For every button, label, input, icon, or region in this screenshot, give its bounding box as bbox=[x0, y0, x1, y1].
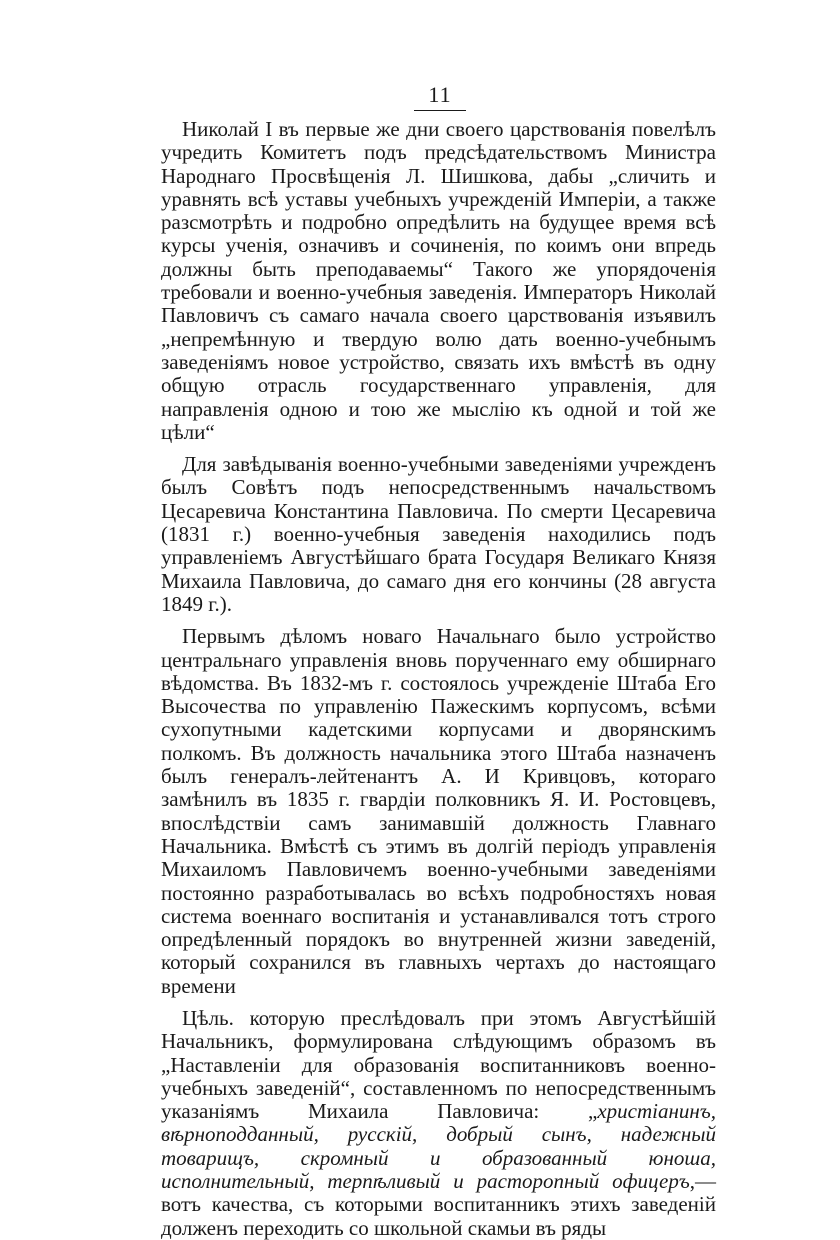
paragraph-4-lead: Цѣль. которую преслѣдовалъ при этомъ Августѣйшій Начальникъ, формулирована слѣдующимъ образомъ въ „Наставленіи для образованія воспитанниковъ военно-учебныхъ заведеній“, составленномъ по непосредственнымъ указаніямъ Михаила Павловича: „ bbox=[161, 1005, 716, 1124]
page-header bbox=[0, 82, 840, 111]
paragraph-3: Первымъ дѣломъ новаго Начальнаго было устройство центральнаго управленія вновь порученнаго ему обширнаго вѣдомства. Въ 1832-мъ г. состоялось учрежденіе Штаба Его Высочества по управленію Пажескимъ корпусомъ, всѣми сухопутными кадетскими корпусами и дворянскимъ полкомъ. Въ должность начальника этого Штаба назначенъ былъ генералъ-лейтенантъ А. И Кривцовъ, котораго замѣнилъ въ 1835 г. гвардіи полковникъ Я. И. Ростовцевъ, впослѣдствіи самъ занимавшій должность Главнаго Начальника. Вмѣстѣ съ этимъ въ долгій періодъ управленія Михаиломъ Павловичемъ военно-учебными заведеніями постоянно разработывалась во всѣхъ подробностяхъ новая система военнаго воспитанія и устанавливался тотъ строго опредѣленный порядокъ во внутренней жизни заведеній, который сохранился въ главныхъ чертахъ до настоящаго времени bbox=[161, 624, 716, 998]
paragraph-1: Николай I въ первые же дни своего царствованія повелѣлъ учредить Комитетъ подъ предсѣдательствомъ Министра Народнаго Просвѣщенія Л. Шишкова, дабы „сличить и уравнять всѣ уставы учебныхъ учрежденій Имперіи, а также разсмотрѣть и подробно опредѣлить на будущее время всѣ курсы ученія, означивъ и сочиненія, по коимъ они впредь должны быть преподаваемы“ Такого же упорядоченія требовали и военно-учебныя заведенія. Императоръ Николай Павловичъ съ самаго начала своего царствованія изъявилъ „непремѣнную и твердую волю дать военно-учебнымъ заведеніямъ новое устройство, связать ихъ вмѣстѣ въ одну общую отрасль государственнаго управленія, для направленія одною и тою же мыслію къ одной и той же цѣли“ bbox=[161, 117, 716, 444]
page-number: 11 bbox=[414, 82, 465, 111]
paragraph-4 bbox=[161, 1007, 716, 1240]
paragraph-4-tail: ,—вотъ качества, съ которыми воспитанникъ этихъ заведеній долженъ переходить со школьной скамьи въ ряды bbox=[161, 1169, 716, 1240]
body-text bbox=[161, 118, 716, 1240]
paragraph-4-quote: христіанинъ, вѣрноподданный, русскій, добрый сынъ, надежный товарищъ, скромный и образованный юноша, исполнительный, терпѣливый и расторопный офицеръ bbox=[161, 1099, 716, 1194]
paragraph-2: Для завѣдыванія военно-учебными заведеніями учрежденъ былъ Совѣтъ подъ непосредственнымъ начальствомъ Цесаревича Константина Павловича. По смерти Цесаревича (1831 г.) военно-учебныя заведенія находились подъ управленіемъ Августѣйшаго брата Государя Великаго Князя Михаила Павловича, до самаго дня его кончины (28 августа 1849 г.). bbox=[161, 452, 716, 616]
